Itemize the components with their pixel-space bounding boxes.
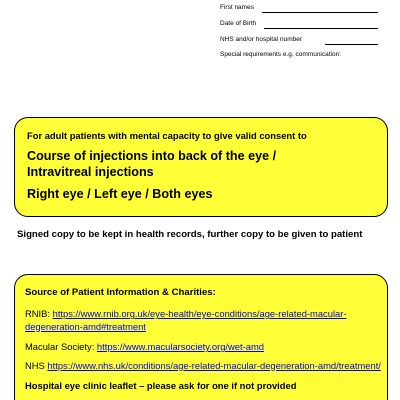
consent-statement: For adult patients with mental capacity to give valid consent to bbox=[27, 130, 307, 141]
rnib-link[interactable]: https://www.rnib.org.uk/eye-health/eye-conditions/age-related-macular-degeneration-amd#treatment bbox=[25, 308, 347, 332]
procedure-title-line-1: Course of injections into back of the eye / bbox=[27, 149, 277, 163]
procedure-title-line-2: Intravitreal injections bbox=[27, 165, 154, 179]
source-nhs bbox=[25, 360, 387, 373]
source-rnib bbox=[25, 308, 387, 333]
eye-selection[interactable]: Right eye / Left eye / Both eyes bbox=[27, 187, 213, 201]
special-requirements-label: Special requirements e.g. communication: bbox=[220, 51, 342, 58]
patient-information-box bbox=[14, 274, 388, 400]
source-macular-society bbox=[25, 341, 387, 354]
consent-box bbox=[14, 117, 388, 217]
nhs-number-line[interactable] bbox=[325, 44, 378, 45]
date-of-birth-field[interactable] bbox=[220, 18, 390, 34]
procedure-title bbox=[27, 148, 387, 180]
source-rnib-name: RNIB: bbox=[25, 308, 53, 319]
date-of-birth-label: Date of Birth bbox=[220, 20, 257, 27]
source-nhs-name: NHS bbox=[25, 359, 48, 371]
nhs-link[interactable]: https://www.nhs.uk/conditions/age-related-macular-degeneration-amd/treatment/ bbox=[47, 359, 381, 371]
first-names-label: First names bbox=[220, 4, 254, 11]
first-names-line[interactable] bbox=[262, 12, 378, 13]
macular-society-link[interactable]: https://www.macularsociety.org/wet-amd bbox=[96, 341, 264, 352]
information-heading: Source of Patient Information & Charities: bbox=[25, 287, 216, 298]
patient-details bbox=[220, 2, 390, 64]
nhs-number-label: NHS and/or hospital number bbox=[220, 36, 303, 43]
special-requirements-field[interactable] bbox=[220, 50, 390, 64]
first-names-field[interactable] bbox=[220, 2, 390, 18]
signed-copy-note: Signed copy to be kept in health records, further copy to be given to patient bbox=[17, 229, 363, 240]
date-of-birth-line[interactable] bbox=[264, 28, 378, 29]
nhs-number-field[interactable] bbox=[220, 34, 390, 50]
leaflet-note: Hospital eye clinic leaflet – please ask for one if not provided bbox=[25, 380, 297, 391]
source-macular-society-name: Macular Society: bbox=[25, 341, 97, 352]
